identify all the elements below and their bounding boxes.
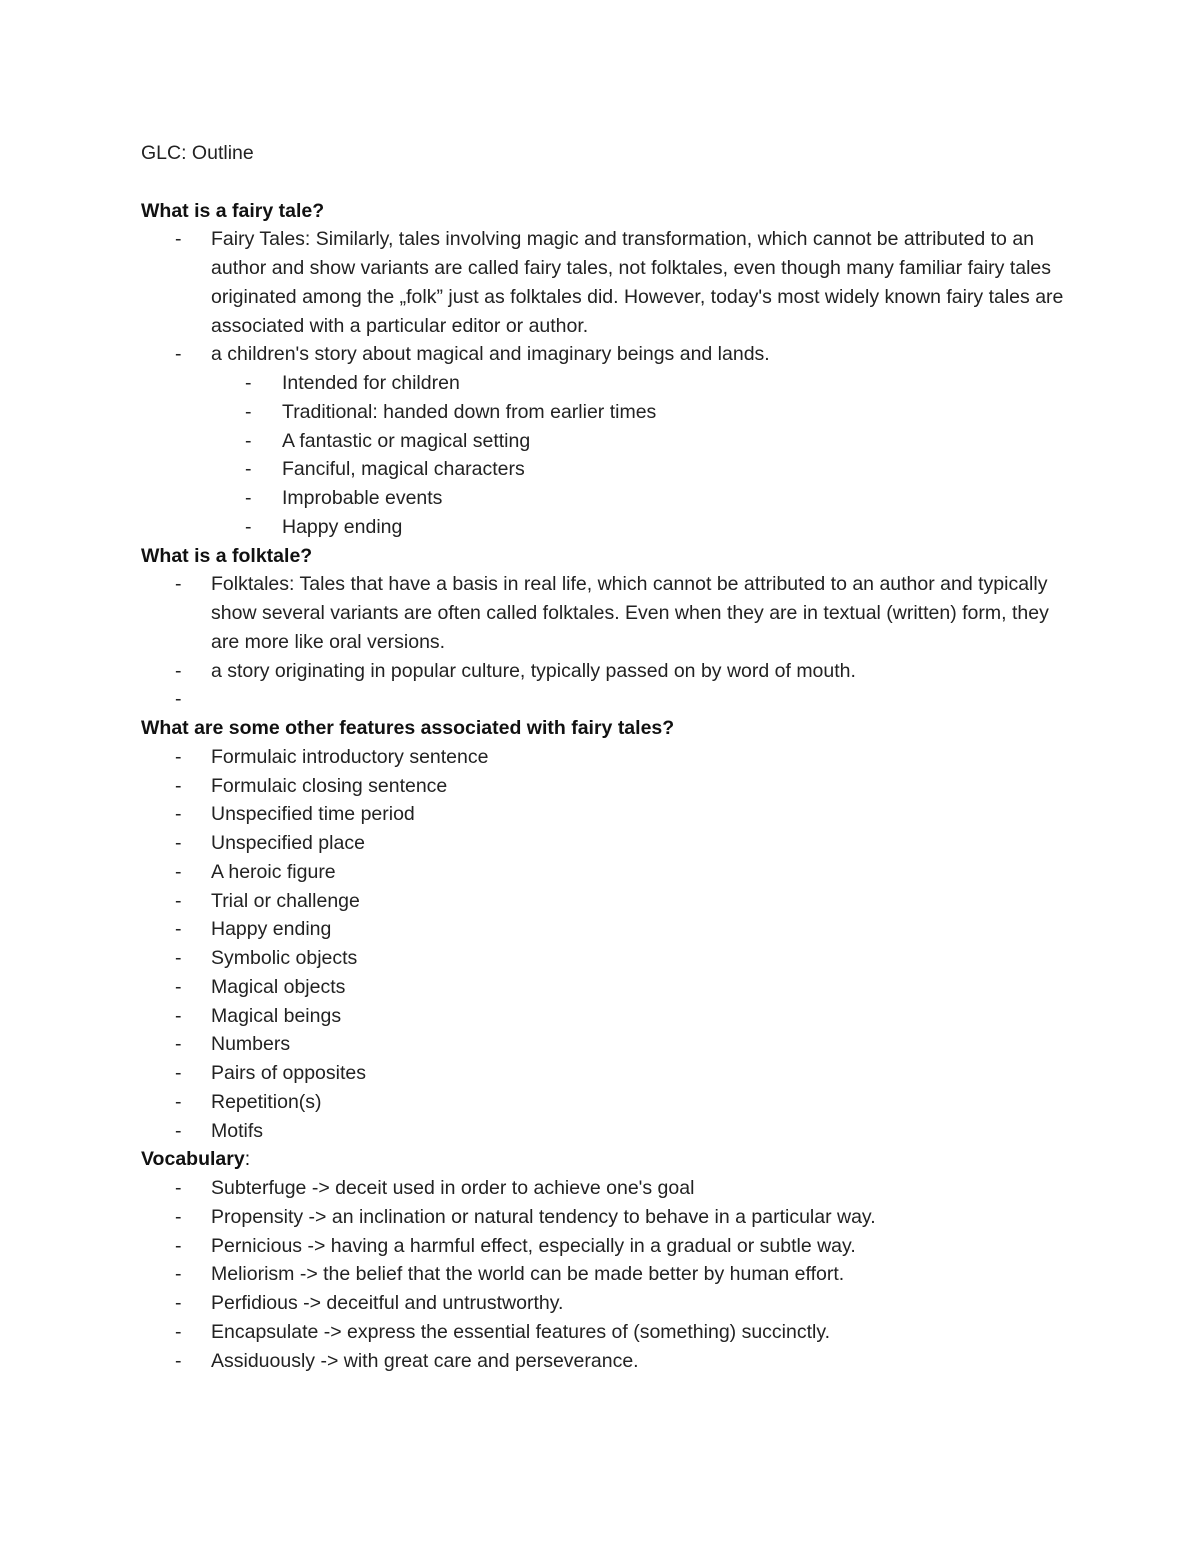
list-item-text: Trial or challenge bbox=[211, 889, 360, 912]
list-item bbox=[141, 1203, 1081, 1232]
sublist-item-text: A fantastic or magical setting bbox=[282, 429, 531, 452]
list-item-text: Formulaic introductory sentence bbox=[211, 745, 489, 768]
list-item-text: Fairy Tales: Similarly, tales involving magic and transformation, which cannot be attributed to an author and show variants are called fairy tales, not folktales, even though many familiar fairy tales originated among the „folk” just as folktales did. However, today's most widely known fairy tales are associated with a particular editor or author. bbox=[211, 228, 1064, 337]
sublist-item bbox=[211, 369, 1081, 398]
list-item bbox=[141, 800, 1081, 829]
sublist-item-text: Improbable events bbox=[282, 487, 443, 509]
list-item-text: Assiduously -> with great care and perseverance. bbox=[211, 1349, 639, 1372]
list-item bbox=[141, 1347, 1081, 1376]
features-list bbox=[141, 743, 1081, 1146]
dash-bullet: - bbox=[175, 1090, 182, 1113]
dash-bullet: - bbox=[175, 343, 182, 366]
list-item-text: A heroic figure bbox=[211, 860, 336, 883]
sublist-item-text: Traditional: handed down from earlier times bbox=[282, 400, 657, 423]
list-item bbox=[141, 915, 1081, 944]
list-item bbox=[141, 1117, 1081, 1146]
list-item bbox=[141, 340, 1081, 541]
folktale-list bbox=[141, 570, 1081, 714]
list-item-text: Happy ending bbox=[211, 918, 332, 941]
document-page bbox=[141, 139, 1081, 1375]
list-item bbox=[141, 1174, 1081, 1203]
document-title: GLC: Outline bbox=[141, 142, 254, 164]
list-item-text: Numbers bbox=[211, 1033, 291, 1056]
list-item bbox=[141, 944, 1081, 973]
list-item-text: Formulaic closing sentence bbox=[211, 774, 448, 797]
list-item-text: Propensity -> an inclination or natural tendency to behave in a particular way. bbox=[211, 1205, 876, 1228]
dash-bullet: - bbox=[175, 774, 182, 797]
list-item-empty bbox=[141, 685, 1081, 714]
list-item-text: a children's story about magical and imaginary beings and lands. bbox=[211, 343, 770, 366]
vocabulary-list bbox=[141, 1174, 1081, 1375]
list-item bbox=[141, 225, 1081, 340]
list-item bbox=[141, 1030, 1081, 1059]
list-item-text: Magical beings bbox=[211, 1004, 342, 1027]
heading-colon: : bbox=[244, 1148, 251, 1171]
list-item bbox=[141, 1088, 1081, 1117]
dash-bullet: - bbox=[175, 573, 182, 596]
sublist-item-text: Happy ending bbox=[282, 515, 403, 538]
dash-bullet: - bbox=[175, 889, 182, 912]
dash-bullet: - bbox=[245, 458, 252, 481]
heading-features: What are some other features associated with fairy tales? bbox=[141, 717, 675, 739]
list-item bbox=[141, 1002, 1081, 1031]
dash-bullet: - bbox=[175, 1292, 182, 1314]
list-item bbox=[141, 1232, 1081, 1261]
sublist-item bbox=[211, 455, 1081, 484]
dash-bullet: - bbox=[245, 372, 252, 394]
dash-bullet: - bbox=[245, 429, 252, 452]
list-item bbox=[141, 829, 1081, 858]
list-item bbox=[141, 1289, 1081, 1318]
heading-folktale: What is a folktale? bbox=[141, 544, 313, 567]
list-item-text: Unspecified time period bbox=[211, 803, 415, 826]
dash-bullet: - bbox=[175, 1119, 182, 1142]
heading-fairy-tale: What is a fairy tale? bbox=[141, 199, 325, 222]
dash-bullet: - bbox=[175, 803, 182, 826]
list-item bbox=[141, 570, 1081, 656]
list-item bbox=[141, 772, 1081, 801]
sublist-item bbox=[211, 427, 1081, 456]
dash-bullet: - bbox=[175, 659, 182, 682]
list-item-text: Perfidious -> deceitful and untrustworthy. bbox=[211, 1292, 564, 1314]
heading-vocabulary bbox=[141, 1145, 1081, 1174]
sublist-item bbox=[211, 513, 1081, 542]
list-item-text: Encapsulate -> express the essential features of (something) succinctly. bbox=[211, 1320, 831, 1343]
list-item bbox=[141, 973, 1081, 1002]
list-item-text: Repetition(s) bbox=[211, 1090, 322, 1113]
fairy-tale-sublist bbox=[211, 369, 1081, 542]
dash-bullet: - bbox=[175, 228, 182, 251]
heading-vocabulary-text: Vocabulary bbox=[141, 1148, 245, 1171]
list-item bbox=[141, 858, 1081, 887]
list-item-text: Magical objects bbox=[211, 975, 346, 998]
list-item-text: a story originating in popular culture, typically passed on by word of mouth. bbox=[211, 659, 856, 682]
dash-bullet: - bbox=[245, 400, 252, 423]
dash-bullet: - bbox=[175, 860, 182, 883]
fairy-tale-list bbox=[141, 225, 1081, 541]
dash-bullet: - bbox=[245, 487, 252, 509]
list-item-text: Unspecified place bbox=[211, 832, 365, 854]
dash-bullet: - bbox=[175, 1234, 182, 1257]
list-item bbox=[141, 1260, 1081, 1289]
dash-bullet: - bbox=[175, 1177, 182, 1199]
list-item-text: Pernicious -> having a harmful effect, especially in a gradual or subtle way. bbox=[211, 1234, 856, 1257]
dash-bullet: - bbox=[175, 1320, 182, 1343]
dash-bullet: - bbox=[175, 1062, 182, 1084]
dash-bullet: - bbox=[175, 688, 182, 711]
sublist-item bbox=[211, 398, 1081, 427]
dash-bullet: - bbox=[175, 1349, 182, 1372]
list-item bbox=[141, 1059, 1081, 1088]
sublist-item-text: Intended for children bbox=[282, 372, 460, 394]
list-item-text: Meliorism -> the belief that the world can be made better by human effort. bbox=[211, 1263, 845, 1286]
list-item bbox=[141, 743, 1081, 772]
dash-bullet: - bbox=[175, 947, 182, 969]
list-item bbox=[141, 887, 1081, 916]
list-item bbox=[141, 1318, 1081, 1347]
list-item-text: Folktales: Tales that have a basis in real life, which cannot be attributed to an author and typically show several variants are often called folktales. Even when they are in textual (written) form, they are more like oral versions. bbox=[211, 573, 1049, 653]
dash-bullet: - bbox=[245, 515, 252, 538]
list-item bbox=[141, 657, 1081, 686]
list-item-text: Symbolic objects bbox=[211, 947, 358, 969]
list-item-text: Subterfuge -> deceit used in order to achieve one's goal bbox=[211, 1177, 695, 1199]
sublist-item-text: Fanciful, magical characters bbox=[282, 458, 525, 481]
dash-bullet: - bbox=[175, 745, 182, 768]
list-item-text: Pairs of opposites bbox=[211, 1062, 367, 1084]
dash-bullet: - bbox=[175, 975, 182, 998]
sublist-item bbox=[211, 484, 1081, 513]
dash-bullet: - bbox=[175, 1004, 182, 1027]
dash-bullet: - bbox=[175, 1033, 182, 1056]
dash-bullet: - bbox=[175, 832, 182, 854]
dash-bullet: - bbox=[175, 918, 182, 941]
list-item-text: Motifs bbox=[211, 1119, 264, 1142]
dash-bullet: - bbox=[175, 1205, 182, 1228]
dash-bullet: - bbox=[175, 1263, 182, 1286]
